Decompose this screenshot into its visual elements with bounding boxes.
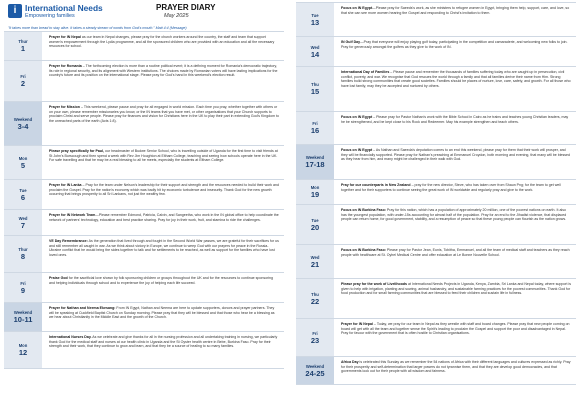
entry-date bbox=[296, 357, 334, 384]
entry-day-number: 3-4 bbox=[17, 121, 29, 131]
entry-date bbox=[296, 319, 334, 356]
diary-entry bbox=[4, 235, 284, 272]
entry-day-number: 21 bbox=[310, 259, 320, 269]
entry-body: – The forthcoming election is more than a routine political event; it is a defining moment for Romania's democratic trajectory, its role in regional security, and its alignment with Western institutions. The choices made by Romanian voters will have lasting implications for the country's future and its position on the international stage. Please pray for God's hand in this weekend's election result. bbox=[49, 64, 278, 78]
entry-day-number: 15 bbox=[310, 87, 320, 96]
entry-text bbox=[334, 245, 576, 278]
entry-body: – pray for the new director, Steve, who has taken over from Shaun Png; for the team to get well together and for their supporters to continue seeing the great work of IN worldwide and regularly pray and give to the work. bbox=[341, 183, 561, 192]
entry-lead: Prayer for Romania bbox=[49, 64, 82, 68]
entry-day-name: Weekend bbox=[305, 363, 325, 369]
entry-date bbox=[4, 102, 42, 145]
entry-lead: Prayer for Nathan and Neema Ekesang: bbox=[49, 306, 116, 310]
entry-date bbox=[4, 146, 42, 179]
entry-lead: Praise God bbox=[49, 276, 68, 280]
entry-day-name: Tue bbox=[311, 12, 319, 18]
entry-day-name: Fri bbox=[20, 74, 26, 79]
diary-entry bbox=[296, 278, 576, 318]
entry-day-number: 5 bbox=[20, 160, 26, 170]
entry-day-name: Weekend bbox=[13, 310, 33, 315]
entry-date bbox=[296, 180, 334, 204]
entry-day-name: Tue bbox=[19, 187, 27, 193]
entry-body: our headmaster of Budwe Senior School, who is travelling outside of Uganda for the first time to visit friends at St John's Burscough and then spend a week with Rev Jim Houghton at Eltham College, teaching and seeing how schools operate here in the UK. For safe travelling and that he may be a real blessing to all he meets, especially the students at Eltham College. bbox=[49, 149, 278, 163]
diary-entry bbox=[4, 60, 284, 101]
entry-body: – Pray for the team under Nelson's leadership for their support and strength and the resources needed to build their work and proclaim the Gospel. Pray for the nation's economy which was badly hit by economic turbulence and insecurity. Thank God for the new growth occurring that brings prosperity to all Sri Lankans, not just the wealthy few. bbox=[49, 183, 279, 197]
diary-header bbox=[4, 0, 284, 24]
entry-day-name: Thu bbox=[311, 291, 319, 297]
entry-date bbox=[4, 273, 42, 302]
diary-entry bbox=[296, 144, 576, 179]
entry-text bbox=[42, 236, 284, 272]
entry-day-number: 10-11 bbox=[13, 315, 33, 324]
entry-lead: Focus on IN Egypt bbox=[341, 6, 373, 10]
diary-entry bbox=[4, 101, 284, 145]
entry-date bbox=[4, 61, 42, 101]
entry-lead: Africa Day bbox=[341, 360, 359, 364]
entry-lead: Prayer for Mission bbox=[49, 105, 80, 109]
entry-body: is celebrated this Sunday as we remember the 54 nations of Africa with their different languages and cultures expressed as richly. Pray for their prosperity and self-determination that larger powers do not tyrannise them, and that they are develop good democracies, and that governments look out for their people with all wisdom and fairness. bbox=[341, 360, 571, 374]
entry-body: Please pray for Pastor Jean, Eunis, Tobitha, Emmanuel, and all the team of medical staff and teachers as they reach people with healthcare at St. Oyhel Medical Centre and offer education at Le Bonne Nouvelle School. bbox=[341, 248, 570, 257]
entry-text bbox=[42, 303, 284, 331]
entry-body: —Please pray for Saeeds's work, as she ministers to refugee women in Egypt, bringing them help, support, care, and love, so that she can see more women hearing the Gospel and responding to Christ's invitation to them. bbox=[341, 6, 570, 15]
entry-day-name: Thur bbox=[18, 247, 28, 252]
entry-text bbox=[334, 145, 576, 179]
entry-date bbox=[4, 303, 42, 331]
entry-body: Pray for this nation, which has a population of approximately 20 million, one of the poorest nations on earth. It also has the youngest population, with under-15s accounting for almost half of the population. Pray for an end to the Jihadist violence, that displaced people can return home, for good government, stability, and a resumption of peace so that these young people can flourish as the nation grows. bbox=[341, 208, 567, 222]
entry-text bbox=[42, 146, 284, 179]
entry-body: – As Nathan and Saeeda's deputation comes to an end this weekend, please pray for them that their work will prosper, and they will be financially supported. Please pray for Nathan's preaching at Emmanuel Croydon, both morning and evening, that many will be blessed as they hear from him, and many might be challenged in their walk with God. bbox=[341, 148, 570, 162]
entry-lead: Prayer for IN Network Team bbox=[49, 213, 96, 217]
left-page bbox=[4, 0, 284, 406]
entry-lead: Focus on IN Burkina Faso: bbox=[341, 208, 386, 212]
diary-entry bbox=[296, 66, 576, 111]
entry-day-number: 1 bbox=[20, 44, 26, 53]
entry-text bbox=[334, 3, 576, 36]
diary-entry bbox=[296, 179, 576, 204]
entry-day-name: Thur bbox=[18, 39, 28, 44]
entry-text bbox=[334, 112, 576, 144]
entry-day-number: 14 bbox=[310, 49, 320, 59]
diary-entry bbox=[4, 145, 284, 179]
diary-entry bbox=[296, 318, 576, 356]
entry-text bbox=[334, 279, 576, 318]
entry-lead: Focus on IN Burkina Faso: bbox=[341, 248, 386, 252]
entry-day-name: Mon bbox=[310, 185, 320, 190]
entry-lead: Focus on IN Egypt bbox=[341, 115, 373, 119]
entry-text bbox=[42, 102, 284, 145]
diary-entry bbox=[296, 2, 576, 36]
entry-lead: Please pray for the work of Livelihoods bbox=[341, 282, 408, 286]
entry-body: as our team in Nepal changes, please pray for the church workers around the country, the staff and team that support women's empowerment through the Lydia programme, and all the sponsored children who are provided with an education and all the necessary resources for school. bbox=[49, 35, 275, 49]
entry-text bbox=[334, 37, 576, 66]
entry-text bbox=[42, 332, 284, 368]
entry-lead: International Day of Families bbox=[341, 70, 390, 74]
entry-body: – Today, we pray for our team in Nepal as they wrestle with staff and board changes. Please pray that new people coming on board will get with all the team and together sense the Spirit's leading to proclaim the Gospel and support the poor and disadvantaged in Nepal. Pray for favour with the government that is often hostile to Christian organisations. bbox=[341, 322, 570, 336]
entry-body: for the sacrificial love shown by folk sponsoring children or groups throughout the UK and for the resources to continue sponsoring and helping individuals through school and to experience the joy of helping each life succeed. bbox=[49, 276, 273, 285]
entry-body: – This weekend, please pause and pray for all engaged in world mission. Each time you pray, whether together with others or on your own, please remember missionaries you know, or the IN teams that you have met, or other organisations that your Church supports to proclaim Christ and serve people. Please pray for finances and vision for Christians here in the UK to play their part in extending God's Kingdom to the unreached parts of the earth (Acts 1:8). bbox=[49, 105, 279, 123]
entry-body: – Please pray for Pastor Nathan's work with the Bible School in Cairo as he trains and teaches young Christian leaders, may he be strengthened, and be kept close to his Rock and Redeemer. May his example strengthen and teach others. bbox=[341, 115, 569, 124]
entry-lead: Prayer for IN Nepal bbox=[341, 322, 373, 326]
entry-text bbox=[334, 180, 576, 204]
diary-entry bbox=[4, 209, 284, 235]
entry-body: at International Needs Projects in Uganda, Kenya, Zambia, Sri Lanka and Nepal today, where support is given to help with irrigation, planting and sowing, animal husbandry, and sustainable farming practices for the poorest communities. Thank God for food production and for small farming communities that are blessed to feed their children and sustain life in fullness. bbox=[341, 282, 572, 296]
entry-body: As the generation that lived through and fought in the Second World War passes, we are grateful for their sacrifices for us and still remember all caught in war. As we think about victory in Europe, we continue to weep God with our prayers for peace in the Russia-Ukraine conflict that he would bring the sides together to talk and for settlements to be reached, as well as support for the families who have lost loved ones. bbox=[49, 239, 279, 257]
entry-day-name: Mon bbox=[18, 343, 28, 348]
diary-entry bbox=[4, 179, 284, 209]
entry-text bbox=[42, 32, 284, 60]
diary-entry bbox=[296, 111, 576, 144]
diary-entry bbox=[296, 356, 576, 385]
diary-entry bbox=[296, 204, 576, 244]
entry-body: As we celebrate and give thanks for all in the nursing profession and all undertaking training in nursing, we particularly thank God for the medical staff and nurses at our health clinic in Uganda and the St Oyster health centre in Bebe, Burkina Faso. Pray for their strength and their work, that they continue to grow and learn, and that they be a source of healing to so many families. bbox=[49, 335, 278, 349]
entry-day-number: 8 bbox=[20, 252, 26, 261]
entry-day-name: Weekend bbox=[13, 116, 33, 122]
org-tagline: Empowering families bbox=[25, 13, 75, 19]
entry-body: —Pray that everyone will enjoy playing golf today, participating in the competition and camaraderie, and welcoming new folks to join. Pray for generously amongst the golfers as they give to the work of IN. bbox=[341, 40, 568, 49]
entry-text bbox=[42, 180, 284, 209]
entry-date bbox=[296, 145, 334, 179]
entry-lead: VE Day Remembrance: bbox=[49, 239, 88, 243]
entry-body: – Please pause and remember the thousands of families suffering today who are caught up in persecution, civil conflict, poverty, and war. We recognise that God rescues the world through a family and that all families derive their name from Him. Strong families build strong communities that create good societies. Families should be places of nurture, love, care, safety, and growth. For all those who have lost family, may they be accepted and nurtured by others. bbox=[341, 70, 571, 88]
entry-day-number: 17-18 bbox=[305, 160, 325, 169]
entry-body: —Please remember Edmond, Patricia, Calvin, and Sangeetha, who work in the IN global office to help coordinate the network of partners' technology, education and best practice sharing. Pray for joy in their work, fruit, and stamina to ride the challenges. bbox=[49, 213, 279, 222]
entry-day-number: 23 bbox=[310, 335, 320, 345]
entry-date bbox=[4, 210, 42, 235]
diary-entry bbox=[4, 331, 284, 369]
entry-text bbox=[42, 61, 284, 101]
entry-lead: International Nurses Day. bbox=[49, 335, 92, 339]
entry-day-number: 13 bbox=[310, 17, 320, 27]
diary-entry bbox=[4, 302, 284, 331]
entry-day-number: 19 bbox=[310, 190, 320, 199]
entry-day-name: Fri bbox=[312, 330, 318, 336]
entry-lead: Prayer for IN Lanka bbox=[49, 183, 82, 187]
entry-date bbox=[4, 180, 42, 209]
entry-day-name: Wed bbox=[310, 44, 320, 50]
org-name: International Needs bbox=[25, 3, 103, 13]
entry-text bbox=[334, 205, 576, 244]
entry-day-number: 12 bbox=[18, 348, 28, 357]
entry-text bbox=[334, 357, 576, 384]
logo-icon: i bbox=[8, 4, 22, 18]
entry-day-number: 16 bbox=[310, 126, 320, 135]
right-diary-rows bbox=[296, 2, 576, 385]
entry-date bbox=[296, 205, 334, 244]
diary-entry bbox=[296, 36, 576, 66]
diary-entry bbox=[4, 31, 284, 60]
entry-day-name: Fri bbox=[312, 121, 318, 126]
entry-text bbox=[334, 319, 576, 356]
entry-lead: Focus on IN Egypt bbox=[341, 148, 373, 152]
entry-lead: Prayer for IN Nepal bbox=[49, 35, 81, 39]
entry-day-name: Wed bbox=[18, 215, 28, 221]
entry-date bbox=[296, 3, 334, 36]
entry-date bbox=[296, 37, 334, 66]
entry-day-number: 22 bbox=[310, 296, 320, 306]
entry-date bbox=[4, 236, 42, 272]
entry-day-name: Wed bbox=[310, 254, 320, 260]
entry-day-number: 20 bbox=[310, 222, 320, 232]
entry-day-number: 9 bbox=[20, 285, 26, 295]
left-diary-rows bbox=[4, 31, 284, 369]
entry-text bbox=[334, 67, 576, 111]
entry-date bbox=[296, 245, 334, 278]
diary-entry bbox=[296, 244, 576, 278]
entry-date bbox=[296, 67, 334, 111]
entry-day-name: Mon bbox=[18, 155, 28, 161]
entry-date bbox=[4, 32, 42, 60]
entry-lead: Pray for our counterparts in New Zealand bbox=[341, 183, 411, 187]
entry-day-name: Fri bbox=[20, 280, 26, 286]
entry-day-number: 7 bbox=[20, 220, 26, 230]
entry-date bbox=[296, 112, 334, 144]
right-page bbox=[296, 0, 576, 406]
diary-entry bbox=[4, 272, 284, 302]
scripture-quote: "It takes more than bread to stay alive. It takes a steady stream of words from God's mouth." Matt 4:4 (Message) bbox=[8, 26, 187, 30]
entry-day-name: Tue bbox=[311, 217, 319, 223]
entry-day-number: 24-25 bbox=[305, 368, 325, 378]
entry-date bbox=[4, 332, 42, 368]
entry-text bbox=[42, 273, 284, 302]
entry-lead: Please pray specifically for Paul, bbox=[49, 149, 105, 153]
entry-body: From IN Egypt, Nathan and Neema are here to update supporters, donors and prayer partners. They will be speaking at Cuckfield Baptist Church on Sunday morning. Please pray that they will be blessed and that those who hear be a blessing as we hear about Christianity in the Middle East and the growth of the Church. bbox=[49, 306, 275, 320]
entry-day-name: Weekend bbox=[305, 155, 325, 160]
entry-lead: IN Gulf Day bbox=[341, 40, 361, 44]
entry-day-number: 6 bbox=[20, 192, 26, 202]
page-title: PRAYER DIARY bbox=[156, 3, 216, 12]
entry-text bbox=[42, 210, 284, 235]
entry-date bbox=[296, 279, 334, 318]
page-month: May 2025 bbox=[164, 13, 189, 19]
entry-day-number: 2 bbox=[20, 79, 26, 88]
entry-day-name: Thu bbox=[311, 82, 319, 87]
